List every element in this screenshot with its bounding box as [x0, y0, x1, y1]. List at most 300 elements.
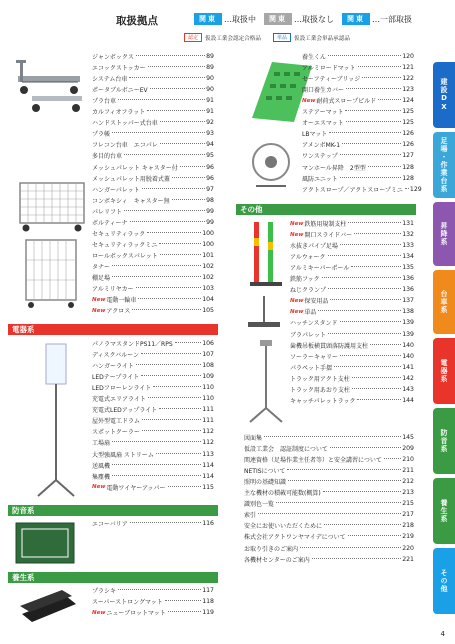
index-entry[interactable]: [92, 482, 214, 493]
entry-name: ポータブルボニーEV: [92, 87, 148, 95]
index-entry[interactable]: [302, 51, 414, 62]
entry-page: 110: [202, 395, 214, 403]
index-entry[interactable]: [290, 306, 414, 317]
entry-page: 99: [206, 218, 214, 226]
index-entry[interactable]: [92, 139, 214, 150]
tower-photo: [248, 338, 284, 424]
index-entry[interactable]: [92, 95, 214, 106]
entry-name: 充電式エリアライト: [92, 396, 146, 404]
legend: [116, 12, 416, 46]
cert-mark: 認定: [184, 33, 202, 42]
tab-7[interactable]: その他: [433, 548, 455, 614]
index-entry[interactable]: [92, 206, 214, 217]
entry-name: プラシキ: [92, 588, 117, 595]
badge-available: 関東: [194, 13, 222, 25]
dot-leader: [172, 199, 206, 200]
entry-name: 電動ワイヤーアッパー: [106, 484, 166, 492]
index-entry[interactable]: [92, 195, 214, 206]
dot-leader: [351, 266, 401, 267]
mesh-pallet-photo: [16, 175, 90, 233]
entry-page: 103: [202, 285, 214, 293]
entry-name: パノラマスタンドPS11／RPS: [92, 341, 173, 348]
entry-name: ボルティーナ: [92, 219, 128, 227]
entry-name: 開口養生カバー: [302, 87, 345, 95]
index-entry[interactable]: [244, 432, 414, 443]
entry-name: アルウォーク: [290, 254, 326, 262]
entry-name: メッシュパレット キャスター付: [92, 164, 178, 172]
new-badge: New: [290, 308, 304, 315]
entry-page: 109: [202, 373, 214, 381]
tab-6[interactable]: 養生系: [433, 478, 455, 544]
index-entry[interactable]: [290, 373, 414, 384]
index-entry[interactable]: [92, 349, 214, 360]
dot-leader: [340, 355, 401, 356]
dot-leader: [357, 399, 401, 400]
entry-name: お取り引きのご案内: [244, 545, 299, 553]
index-entry[interactable]: [92, 150, 214, 161]
dot-leader: [180, 166, 205, 167]
entry-name: 耐荷式スロープピルド: [316, 98, 377, 106]
tab-1[interactable]: 足場・作業台系: [433, 132, 455, 198]
dot-leader: [160, 254, 201, 255]
index-entry[interactable]: [290, 351, 414, 362]
dot-leader: [118, 99, 205, 100]
dot-leader: [160, 121, 205, 122]
entry-page: 211: [402, 467, 414, 475]
entry-name: 多目的台車: [92, 153, 123, 161]
index-entry[interactable]: [244, 509, 414, 520]
dot-leader: [112, 132, 205, 133]
entry-page: 92: [206, 119, 214, 127]
entry-name: 仮設工業会 認証制度について: [244, 446, 328, 454]
new-badge: New: [290, 297, 304, 304]
entry-page: 135: [402, 264, 414, 272]
entry-name: 工場扇: [92, 440, 111, 448]
dot-leader: [328, 288, 401, 289]
index-entry[interactable]: [244, 465, 414, 476]
dot-leader: [330, 299, 401, 300]
index-entry[interactable]: [92, 371, 214, 382]
entry-name: アクロス: [106, 308, 131, 316]
dot-leader: [354, 233, 401, 234]
stand-photo: [244, 294, 284, 330]
entry-page: 114: [202, 461, 214, 469]
entry-name: 大型強風扇 ストリーム: [92, 451, 154, 459]
index-entry[interactable]: [290, 240, 414, 251]
tab-5[interactable]: 防音系: [433, 408, 455, 474]
dot-leader: [328, 333, 401, 334]
dot-leader: [346, 88, 401, 89]
entry-page: 118: [202, 598, 214, 606]
entry-page: 107: [202, 351, 214, 359]
dot-leader: [330, 447, 401, 448]
index-entry[interactable]: [302, 84, 414, 95]
entry-page: 123: [402, 86, 414, 94]
index-entry[interactable]: [302, 139, 414, 150]
entry-page: 115: [202, 483, 214, 491]
entry-name: 歯機吊板横貫頭落防護用支柱: [290, 342, 369, 350]
entry-name: システム台車: [92, 76, 128, 84]
entry-name: 養生くん: [302, 54, 327, 61]
dot-leader: [340, 244, 401, 245]
index-entry[interactable]: [290, 262, 414, 273]
index-entry[interactable]: [92, 173, 214, 184]
index-entry[interactable]: [92, 117, 214, 128]
dot-leader: [124, 154, 205, 155]
index-entry[interactable]: [244, 498, 414, 509]
dot-leader: [352, 388, 401, 389]
index-entry[interactable]: [92, 426, 214, 437]
entry-page: 104: [202, 296, 214, 304]
entry-page: 119: [202, 609, 214, 617]
index-entry[interactable]: [290, 317, 414, 328]
entry-page: 124: [402, 97, 414, 105]
index-entry[interactable]: [92, 128, 214, 139]
index-entry[interactable]: [92, 51, 214, 62]
entry-name: ブラパレット: [290, 331, 326, 339]
entry-page: 100: [202, 240, 214, 248]
entry-name: 屋外型電工ドラム: [92, 418, 140, 426]
entry-page: 117: [202, 587, 214, 594]
dot-leader: [378, 99, 401, 100]
index-entry[interactable]: [92, 73, 214, 84]
dot-leader: [160, 143, 205, 144]
entry-page: 89: [206, 53, 214, 60]
entry-name: 電動一輪車: [106, 297, 137, 305]
tab-3[interactable]: 台車系: [433, 270, 455, 334]
index-entry[interactable]: [92, 62, 214, 73]
index-entry[interactable]: [92, 607, 214, 618]
entry-page: 113: [202, 450, 214, 458]
index-entry[interactable]: [92, 239, 214, 250]
entry-name: 集塵機: [92, 473, 111, 481]
index-entry[interactable]: [92, 184, 214, 195]
entry-page: 134: [402, 253, 414, 261]
dot-leader: [129, 77, 205, 78]
cert-label: 仮設工業会認定合格品: [205, 35, 261, 42]
dot-leader: [112, 276, 201, 277]
entry-page: 122: [402, 75, 414, 83]
index-entry[interactable]: [290, 251, 414, 262]
entry-page: 112: [202, 439, 214, 447]
index-entry[interactable]: [244, 543, 414, 554]
cart-photo: [12, 58, 88, 118]
entry-page: 126: [402, 130, 414, 138]
dot-leader: [142, 430, 201, 431]
dot-leader: [287, 469, 401, 470]
index-entry[interactable]: [92, 449, 214, 460]
entry-page: 143: [402, 385, 414, 393]
entry-page: 91: [206, 108, 214, 116]
entry-page: 90: [206, 86, 214, 94]
entry-name: カルフィオフラット: [92, 109, 146, 117]
entry-name: ソーラーキャリー: [290, 353, 339, 361]
legend-badges: [194, 13, 420, 25]
dot-leader: [312, 558, 401, 559]
new-badge: New: [92, 296, 106, 303]
entry-name: アルミリヤカー: [92, 286, 134, 294]
index-entry[interactable]: [290, 273, 414, 284]
entry-name: LEDフローレンライト: [92, 385, 152, 393]
index-entry[interactable]: [302, 117, 414, 128]
entry-page: 125: [402, 119, 414, 127]
dot-leader: [264, 436, 401, 437]
index-entry[interactable]: [302, 128, 414, 139]
entry-page: 133: [402, 242, 414, 250]
entry-name: 鉄筋用規制支柱: [304, 221, 347, 228]
dot-leader: [124, 210, 205, 211]
index-entry[interactable]: [302, 106, 414, 117]
dot-leader: [368, 166, 401, 167]
dot-leader: [384, 458, 401, 459]
entry-page: 106: [202, 340, 214, 347]
echo-barrier-photo: [14, 521, 76, 565]
index-entry[interactable]: [244, 520, 414, 531]
dot-leader: [340, 177, 401, 178]
index-entry[interactable]: [290, 384, 414, 395]
single-label: 仮設工業会単品承認品: [293, 35, 350, 42]
new-badge: New: [302, 97, 316, 104]
index-entry[interactable]: [302, 150, 414, 161]
entry-name: トラック用アクト支柱: [290, 375, 350, 383]
entry-name: 株式会社アクトワンヤマイデについて: [244, 534, 346, 542]
entry-page: 141: [402, 363, 414, 371]
entry-name: 各機材センターのご案内: [244, 556, 310, 564]
entry-name: タナー: [92, 263, 111, 271]
index-entry[interactable]: [290, 218, 414, 229]
dot-leader: [340, 154, 401, 155]
entry-page: 128: [402, 174, 414, 182]
index-entry[interactable]: [290, 362, 414, 373]
index-entry[interactable]: [244, 487, 414, 498]
index-entry[interactable]: [302, 184, 422, 195]
index-entry[interactable]: [302, 62, 414, 73]
entry-name: マンホール昇降 2型型: [302, 164, 366, 172]
index-entry[interactable]: [290, 329, 414, 340]
index-entry[interactable]: [92, 305, 214, 316]
new-badge: New: [92, 484, 106, 491]
entry-name: 送風機: [92, 462, 111, 470]
index-entry[interactable]: [92, 106, 214, 117]
entry-page: 90: [206, 75, 214, 83]
dot-leader: [328, 55, 401, 56]
dot-leader: [132, 309, 201, 310]
index-entry[interactable]: [92, 415, 214, 426]
dot-leader: [142, 188, 205, 189]
entry-page: 96: [206, 163, 214, 171]
entry-name: 鉄筋フック: [290, 276, 320, 284]
index-entry[interactable]: [92, 250, 214, 261]
index-entry[interactable]: [290, 340, 414, 351]
dot-leader: [352, 377, 401, 378]
index-entry[interactable]: [92, 404, 214, 415]
dot-leader: [362, 77, 401, 78]
rack-photo: [22, 238, 82, 310]
entry-name: NETISについて: [244, 468, 286, 476]
index-entry[interactable]: [92, 217, 214, 228]
entry-name: 開口スライドバー: [304, 232, 353, 240]
dot-leader: [340, 321, 402, 322]
entry-name: ハンドストッパー式台車: [92, 120, 158, 128]
index-entry[interactable]: [302, 95, 414, 106]
tab-0[interactable]: 建設DX: [433, 62, 455, 128]
index-entry[interactable]: [302, 173, 414, 184]
badge-partial-label: …一部取扱: [372, 14, 412, 24]
dot-leader: [150, 88, 205, 89]
entry-name: プラ帳: [92, 131, 111, 139]
index-entry[interactable]: [92, 393, 214, 404]
entry-name: 安全にお使いいただくために: [244, 523, 323, 531]
entry-name: 照明の基礎知識: [244, 479, 287, 487]
entry-name: セキュリティラックミニ: [92, 241, 158, 249]
index-entry[interactable]: [244, 476, 414, 487]
dot-leader: [148, 397, 201, 398]
index-entry[interactable]: [92, 338, 214, 349]
cable-reel-photo: [246, 138, 296, 190]
index-entry[interactable]: [302, 73, 414, 84]
mat-photo: [16, 584, 78, 624]
index-entry[interactable]: [92, 261, 214, 272]
entry-page: 120: [402, 53, 414, 60]
index-entry[interactable]: [290, 284, 414, 295]
entry-name: セキュリティラック: [92, 230, 146, 238]
index-entry[interactable]: [92, 294, 214, 305]
entry-name: 充電式LEDアップライト: [92, 407, 158, 415]
dot-leader: [148, 66, 205, 67]
dot-leader: [324, 524, 401, 525]
entry-page: 95: [206, 152, 214, 160]
new-badge: New: [92, 609, 106, 616]
entry-page: 127: [402, 152, 414, 160]
index-entry[interactable]: [290, 295, 414, 306]
entry-name: アルミキーパーポール: [290, 265, 350, 273]
entry-name: パレリフト: [92, 208, 123, 216]
index-entry[interactable]: [92, 283, 214, 294]
dot-leader: [130, 522, 201, 523]
index-entry[interactable]: [244, 454, 414, 465]
index-entry[interactable]: [302, 162, 414, 173]
dot-leader: [172, 177, 205, 178]
index-entry[interactable]: [244, 554, 414, 565]
index-entry[interactable]: [290, 229, 414, 240]
entry-page: 140: [402, 341, 414, 349]
tab-4[interactable]: 電器系: [433, 338, 455, 404]
entry-page: 102: [202, 262, 214, 270]
index-entry[interactable]: [92, 360, 214, 371]
entry-page: 139: [402, 330, 414, 338]
entry-page: 128: [402, 163, 414, 171]
index-entry[interactable]: [92, 84, 214, 95]
dot-leader: [323, 491, 402, 492]
index-entry[interactable]: [244, 531, 414, 542]
entry-name: ハンガーパレット: [92, 186, 140, 194]
tab-2[interactable]: 昇降系: [433, 202, 455, 266]
dot-leader: [159, 408, 201, 409]
dot-leader: [322, 277, 402, 278]
entry-page: 215: [402, 500, 414, 508]
entry-name: LEDテープライト: [92, 374, 140, 382]
dot-leader: [358, 66, 402, 67]
index-entry[interactable]: [92, 382, 214, 393]
entry-page: 101: [202, 251, 214, 259]
entry-name: ステアーマット: [302, 109, 344, 117]
entry-name: エコーバリア: [92, 521, 128, 528]
entry-name: 索引: [244, 512, 257, 520]
index-entry[interactable]: [92, 437, 214, 448]
new-badge: New: [92, 307, 106, 314]
entry-name: プラ台車: [92, 98, 117, 106]
entry-name: フレコン台車 エコパレ: [92, 142, 158, 150]
dot-leader: [276, 502, 401, 503]
index-entry[interactable]: [290, 395, 414, 406]
dot-leader: [112, 475, 201, 476]
entry-name: 関連資格（足場作業主任者等）と安全講習について: [244, 457, 382, 465]
entry-name: パラペット手摺: [290, 364, 333, 372]
dot-leader: [168, 611, 201, 612]
entry-page: 220: [402, 544, 414, 552]
entry-page: 96: [206, 174, 214, 182]
index-entry[interactable]: [92, 585, 214, 596]
dot-leader: [141, 353, 201, 354]
index-entry[interactable]: [92, 228, 214, 239]
index-entry[interactable]: [92, 518, 214, 529]
entry-page: 100: [202, 229, 214, 237]
dot-leader: [136, 55, 205, 56]
entry-page: 145: [402, 434, 414, 441]
entry-page: 116: [202, 520, 214, 527]
dot-leader: [112, 441, 201, 442]
dot-leader: [175, 342, 202, 343]
entry-page: 111: [202, 406, 214, 414]
entry-page: 126: [402, 141, 414, 149]
index-entry[interactable]: [92, 272, 214, 283]
dot-leader: [153, 386, 201, 387]
entry-page: 129: [409, 185, 422, 193]
dot-leader: [345, 110, 401, 111]
entry-page: 221: [402, 555, 414, 563]
entry-name: ねじクランプ: [290, 287, 327, 295]
dot-leader: [138, 298, 201, 299]
entry-page: 142: [402, 374, 414, 382]
dot-leader: [130, 221, 206, 222]
entry-page: 110: [202, 384, 214, 392]
entry-page: 91: [206, 97, 214, 105]
dot-leader: [300, 547, 401, 548]
section-protection-header: 養生系: [8, 572, 218, 583]
entry-page: 136: [402, 286, 414, 294]
badge-available-label: …取扱中: [224, 14, 256, 24]
dot-leader: [147, 110, 205, 111]
dot-leader: [334, 366, 401, 367]
entry-name: アメンボMK-1: [302, 142, 341, 150]
single-mark: 単品: [273, 33, 291, 42]
index-entry[interactable]: [244, 443, 414, 454]
dot-leader: [258, 513, 401, 514]
entry-name: ジャンボックス: [92, 54, 134, 61]
entry-page: 219: [402, 533, 414, 541]
dot-leader: [136, 287, 202, 288]
index-entry[interactable]: [92, 596, 214, 607]
new-badge: New: [290, 231, 304, 238]
index-entry[interactable]: [92, 471, 214, 482]
entry-name: キャッチパレットラック: [290, 397, 356, 405]
index-entry[interactable]: [92, 460, 214, 471]
entry-name: ワンステップ: [302, 153, 338, 161]
entry-page: 89: [206, 64, 214, 72]
entry-name: メッシュパレット用脱着式蓋: [92, 175, 170, 183]
entry-name: 保安用品: [304, 298, 329, 306]
index-entry[interactable]: [92, 162, 214, 173]
